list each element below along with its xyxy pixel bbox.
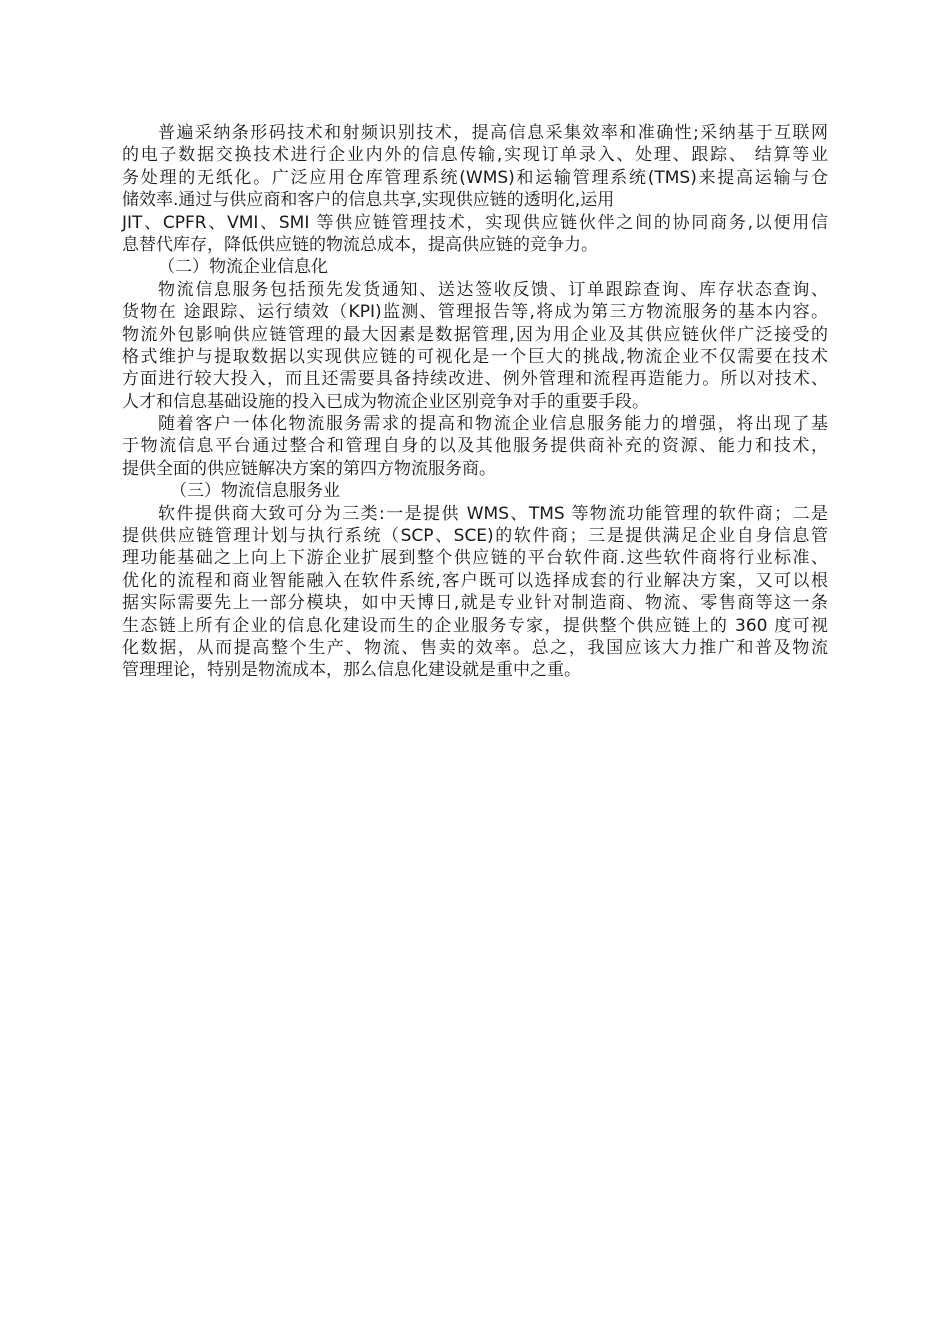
text-line: 储效率.通过与供应商和客户的信息共享,实现供应链的透明化,运用: [122, 190, 615, 211]
paragraph: [122, 279, 828, 413]
section-heading: （三）物流信息服务业: [170, 481, 340, 502]
text-line: 息替代库存，降低供应链的物流总成本，提高供应链的竞争力。: [122, 234, 598, 255]
text-line: 优化的流程和商业智能融入在软件系统,客户既可以选择成套的行业解决方案，又可以根: [122, 570, 828, 591]
text-line: 提供全面的供应链解决方案的第四方物流服务商。: [122, 458, 496, 479]
text-line: 管理理论，特别是物流成本，那么信息化建设就是重中之重。: [122, 660, 581, 681]
paragraph: [122, 413, 828, 480]
text-line: JIT、CPFR、VMI、SMI 等供应链管理技术，实现供应链伙伴之间的协同商务,以便用信: [122, 212, 828, 233]
text-line: 于物流信息平台通过整合和管理自身的以及其他服务提供商补充的资源、能力和技术，: [122, 436, 828, 457]
text-line: 提供供应链管理计划与执行系统（SCP、SCE)的软件商；三是提供满足企业自身信息管: [122, 526, 828, 547]
paragraph: [122, 122, 828, 256]
text-line: 物流信息服务包括预先发货通知、送达签收反馈、订单跟踪查询、库存状态查询、: [158, 279, 828, 300]
text-line: 的电子数据交换技术进行企业内外的信息传输,实现订单录入、处理、跟踪、 结算等业: [122, 145, 828, 166]
document-body: [122, 122, 828, 682]
text-line: 生态链上所有企业的信息化建设而生的企业服务专家，提供整个供应链上的 360 度可视: [122, 615, 828, 636]
text-line: 人才和信息基础设施的投入已成为物流企业区别竞争对手的重要手段。: [122, 391, 649, 412]
text-line: 务处理的无纸化。广泛应用仓库管理系统(WMS)和运输管理系统(TMS)来提高运输与仓: [122, 167, 828, 188]
text-line: 软件提供商大致可分为三类:一是提供 WMS、TMS 等物流功能管理的软件商；二是: [158, 503, 828, 524]
text-line: 据实际需要先上一部分模块，如中天博日,就是专业针对制造商、物流、零售商等这一条: [122, 593, 828, 614]
text-line: 随着客户一体化物流服务需求的提高和物流企业信息服务能力的增强，将出现了基: [158, 414, 828, 435]
section-heading: （二）物流企业信息化: [158, 257, 328, 278]
text-line: 货物在 途跟踪、运行绩效（KPI)监测、管理报告等,将成为第三方物流服务的基本内容。: [122, 302, 828, 323]
text-line: 方面进行较大投入，而且还需要具备持续改进、例外管理和流程再造能力。所以对技术、: [122, 369, 828, 390]
text-line: 格式维护与提取数据以实现供应链的可视化是一个巨大的挑战,物流企业不仅需要在技术: [122, 346, 828, 367]
text-line: 物流外包影响供应链管理的最大因素是数据管理,因为用企业及其供应链伙伴广泛接受的: [122, 324, 828, 345]
text-line: 普遍采纳条形码技术和射频识别技术，提高信息采集效率和准确性;采纳基于互联网: [158, 123, 828, 143]
text-line: 理功能基础之上向上下游企业扩展到整个供应链的平台软件商.这些软件商将行业标准、: [122, 548, 828, 569]
text-line: 化数据，从而提高整个生产、物流、售卖的效率。总之，我国应该大力推广和普及物流: [122, 637, 828, 658]
paragraph: [122, 503, 828, 682]
